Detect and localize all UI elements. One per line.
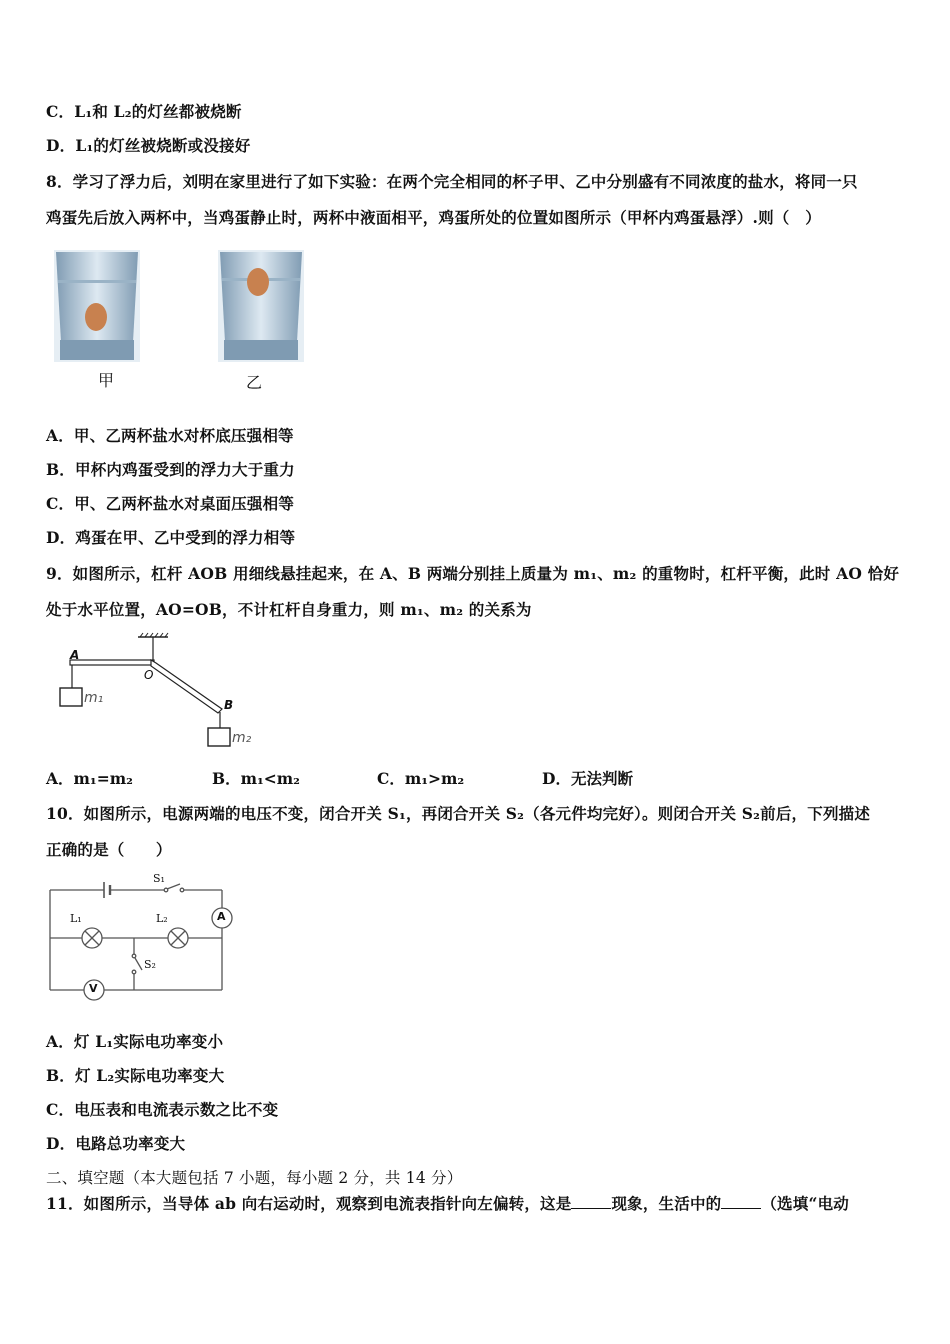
q10-stem-line1: 10．如图所示，电源两端的电压不变，闭合开关 S₁，再闭合开关 S₂（各元件均完好）。则闭合开关 S₂前后，下列描述 xyxy=(46,804,871,823)
mass-label-m2: m₂ xyxy=(232,730,252,746)
cup2-label: 乙 xyxy=(246,373,263,392)
q10-option-d: D．电路总功率变大 xyxy=(46,1134,186,1153)
q10-circuit-figure xyxy=(46,872,246,1007)
q7-option-c: C．L₁和 L₂的灯丝都被烧断 xyxy=(46,102,242,121)
q9-stem-line2: 处于水平位置，AO=OB，不计杠杆自身重力，则 m₁、m₂ 的关系为 xyxy=(46,600,532,619)
switch-s1-label: S₁ xyxy=(153,872,165,885)
q10-option-b: B．灯 L₂实际电功率变大 xyxy=(46,1066,225,1085)
cup-yi xyxy=(218,250,304,362)
q8-cups-drawing xyxy=(46,240,316,395)
lever-label-b: B xyxy=(224,698,234,712)
q9-option-a: A．m₁=m₂ xyxy=(46,769,133,788)
q10-stem-line2: 正确的是（ ） xyxy=(46,840,172,859)
q9-stem-line1: 9．如图所示，杠杆 AOB 用细线悬挂起来，在 A、B 两端分别挂上质量为 m₁、m₂ 的重物时，杠杆平衡，此时 AO 恰好 xyxy=(46,564,900,583)
cup-jia xyxy=(54,250,140,362)
q8-option-d: D．鸡蛋在甲、乙中受到的浮力相等 xyxy=(46,528,296,547)
q9-lever-figure xyxy=(50,632,270,757)
q10-option-c: C．电压表和电流表示数之比不变 xyxy=(46,1100,279,1119)
q11-text-part1: 11．如图所示，当导体 ab 向右运动时，观察到电流表指针向左偏转，这是 xyxy=(46,1194,572,1213)
q9-option-b: B．m₁<m₂ xyxy=(212,769,300,788)
switch-s2-label: S₂ xyxy=(144,958,156,971)
lamp-l1-label: L₁ xyxy=(70,912,82,925)
q8-option-a: A．甲、乙两杯盐水对杯底压强相等 xyxy=(46,426,294,445)
q8-stem-line2: 鸡蛋先后放入两杯中，当鸡蛋静止时，两杯中液面相平，鸡蛋所处的位置如图所示（甲杯内鸡蛋悬浮）.则（ ） xyxy=(46,208,821,227)
q11-stem xyxy=(46,1192,849,1214)
lever-label-a: A xyxy=(70,648,80,662)
q8-option-b: B．甲杯内鸡蛋受到的浮力大于重力 xyxy=(46,460,295,479)
q11-blank-2[interactable] xyxy=(721,1194,761,1209)
q10-circuit-drawing xyxy=(46,872,246,1007)
q8-figure xyxy=(46,240,316,395)
ammeter-icon: A xyxy=(217,910,226,923)
q7-option-d: D．L₁的灯丝被烧断或没接好 xyxy=(46,136,251,155)
q8-stem-line1: 8．学习了浮力后，刘明在家里进行了如下实验：在两个完全相同的杯子甲、乙中分别盛有不同浓度的盐水，将同一只 xyxy=(46,172,858,191)
voltmeter-icon: V xyxy=(89,982,98,995)
q10-option-a: A．灯 L₁实际电功率变小 xyxy=(46,1032,224,1051)
cup1-label: 甲 xyxy=(98,371,115,390)
q9-option-c: C．m₁>m₂ xyxy=(377,769,465,788)
q11-blank-1[interactable] xyxy=(571,1194,611,1209)
q9-option-d: D．无法判断 xyxy=(542,769,633,788)
lamp-l2-label: L₂ xyxy=(156,912,168,925)
q11-text-part3: （选填“电动 xyxy=(761,1194,849,1213)
lever-label-o: O xyxy=(144,668,154,682)
q11-text-part2: 现象，生活中的 xyxy=(611,1194,722,1213)
mass-label-m1: m₁ xyxy=(84,690,104,706)
section-2-heading: 二、填空题（本大题包括 7 小题，每小题 2 分，共 14 分） xyxy=(46,1169,463,1187)
q8-option-c: C．甲、乙两杯盐水对桌面压强相等 xyxy=(46,494,295,513)
